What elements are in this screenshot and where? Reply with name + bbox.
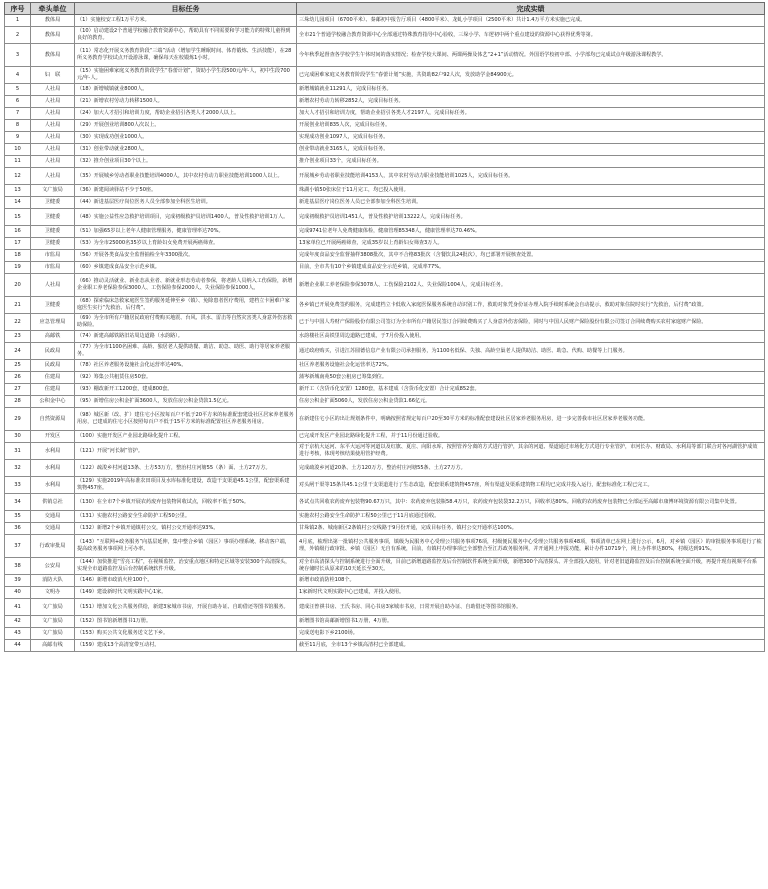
row-lead-unit: 供销总社 <box>31 494 75 511</box>
header-lead-unit: 牵头单位 <box>31 3 75 15</box>
row-number: 29 <box>5 408 31 431</box>
row-target-task: （151）增加文化公共服务供给，新建3家城市书房，开展自助办证、自助借还等图书馆服务。 <box>75 599 297 616</box>
row-target-task: （149）建设新时代文明实践中心1家。 <box>75 587 297 599</box>
row-achievement: 已完成困难家庭义务教育阶段学生“春蕾计划”实施，共资助82户92人次，发放助学金84900元。 <box>297 67 765 84</box>
row-target-task: （100）实施开发区产业园北路绿化提升工程。 <box>75 431 297 443</box>
row-achievement: 推介创业项目33个，完成目标任务。 <box>297 156 765 168</box>
row-achievement: 完成年度食品安全监督抽样3808批次，其中不合格83批次（含餐饮具24批次），均已部署开展核查处置。 <box>297 250 765 262</box>
row-number: 1 <box>5 15 31 27</box>
row-lead-unit: 文明办 <box>31 587 75 599</box>
table-row <box>5 120 765 132</box>
table-row <box>5 331 765 343</box>
row-lead-unit: 人社局 <box>31 274 75 297</box>
row-achievement: 已完成开发区产业园北路绿化提升工程，并于11月份通过验收。 <box>297 431 765 443</box>
row-achievement: 各乡镇已开展免费签约服务，完成建档立卡低收入家庭医保服务系统自动识别工作，救助对象凭身份证办理入院手续时系统会自动提示，救助对象住院时实行“先救治，后付费”政策。 <box>297 297 765 314</box>
row-lead-unit: 文广旅局 <box>31 599 75 616</box>
table-row <box>5 197 765 209</box>
row-lead-unit: 公安局 <box>31 558 75 575</box>
table-row <box>5 616 765 628</box>
row-number: 36 <box>5 523 31 535</box>
row-number: 32 <box>5 460 31 477</box>
row-lead-unit: 高邮铁 <box>31 331 75 343</box>
row-target-task: （78）社区养老服务设施社会化运营率达40%。 <box>75 360 297 372</box>
table-row <box>5 343 765 360</box>
row-number: 13 <box>5 185 31 197</box>
row-number: 9 <box>5 132 31 144</box>
row-number: 39 <box>5 575 31 587</box>
row-number: 3 <box>5 44 31 67</box>
row-achievement: 目前，全市共有10个乡镇建成食品安全示范乡镇，完成率77%。 <box>297 262 765 274</box>
row-number: 34 <box>5 494 31 511</box>
row-target-task: （74）新建高邮铁路旧站周边道路（水韵路）。 <box>75 331 297 343</box>
achievement-table-sheet <box>4 2 764 652</box>
row-lead-unit: 教体局 <box>31 27 75 44</box>
row-lead-unit: 教体局 <box>31 44 75 67</box>
table-row <box>5 640 765 652</box>
row-number: 4 <box>5 67 31 84</box>
row-achievement: 已于与中国人寿财产保险股份有限公司签订为全市所有户籍居民签订合同续费购买了人身意外伤害保险，同时与中国人民财产保险股份有限公司签订合同续费购买农村家庭财产保险。 <box>297 314 765 331</box>
achievement-table <box>4 2 765 652</box>
row-lead-unit: 自然资源局 <box>31 408 75 431</box>
row-target-task: （92）筹集公共租赁住房50套。 <box>75 372 297 384</box>
row-target-task: （48）实施公益性应急救护培训项目，完成初级救护员培训1400人，普及性救护培训1万人。 <box>75 209 297 226</box>
row-achievement: 住房公积金扩面5060人，发放住房公积金贷款1.66亿元。 <box>297 396 765 408</box>
row-lead-unit: 行政审批局 <box>31 535 75 558</box>
row-lead-unit: 水利局 <box>31 477 75 494</box>
row-lead-unit: 人社局 <box>31 108 75 120</box>
row-achievement: 新增市政消防栓108个。 <box>297 575 765 587</box>
row-target-task: （129）实施2019年高标准农田项目及水库标准化建设，改造干支渠道45.1公里，配套渠系建筑物457座。 <box>75 477 297 494</box>
table-header-row <box>5 3 765 15</box>
row-target-task: （18）新增城镇就业8000人。 <box>75 84 297 96</box>
table-row <box>5 558 765 575</box>
row-achievement: 今年秋季起督查各学校学生午休时间的落实情况；检查学校大课间、两课两操及体艺“2+1”活动情况。外国语学校初中部、小学部均已完成试点年级游泳课程教学。 <box>297 44 765 67</box>
row-target-task: （152）图书馆新增图书1万册。 <box>75 616 297 628</box>
row-achievement: 水韵楼社区高铁里周边道路已建成，于7月份投入使用。 <box>297 331 765 343</box>
row-target-task: （30）实现成功创业1000人。 <box>75 132 297 144</box>
row-number: 7 <box>5 108 31 120</box>
row-target-task: （77）为全市1100名困难、高龄、独居老人提供助餐、助洁、助急、助医、助行等居家养老服务。 <box>75 343 297 360</box>
row-target-task: （15）实施困难家庭义务教育阶段学生“春蕾计划”，资助小学生段500元/年·人，初中生段700元/年·人。 <box>75 67 297 84</box>
table-row <box>5 27 765 44</box>
row-achievement: 三垛幼儿园项目（6700平米）、秦邮初中报告厅项目（4800平米）、龙虬小学项目（2500平米）共计1.4万平方米实施已完成。 <box>297 15 765 27</box>
row-achievement: 实现成功创业1097人，完成目标任务。 <box>297 132 765 144</box>
table-row <box>5 460 765 477</box>
row-target-task: （1）实施校安工程1万平方米。 <box>75 15 297 27</box>
table-row <box>5 535 765 558</box>
row-lead-unit: 文广旅局 <box>31 616 75 628</box>
table-row <box>5 494 765 511</box>
table-row <box>5 168 765 185</box>
row-lead-unit: 妇 联 <box>31 67 75 84</box>
row-achievement: 新开工（含货币化安置）1280套，基本建成（含货币化安置）合计完成852套。 <box>297 384 765 396</box>
table-row <box>5 575 765 587</box>
table-row <box>5 185 765 197</box>
row-target-task: （44）新进基层医疗岗位医务人员全部参加全科医生培训。 <box>75 197 297 209</box>
row-achievement: 各试点共回收农药废弃包装物90.67万只，其中：农药废弃包装瓶58.4万只，农药废弃包装袋32.2万只，回收率达80%。回收的农药废弃包装物已全部运至高邮市康博环境资源有限公司集中处置。 <box>297 494 765 511</box>
row-target-task: （11）常态化开展义务教育阶段“三端”活动（增加学生睡眠时间、体育锻炼、生活技能），在28所义务教育学校试点开设游泳课，确保每天在校锻炼1小时。 <box>75 44 297 67</box>
row-target-task: （36）新建阅读驿站不少于50座。 <box>75 185 297 197</box>
table-row <box>5 523 765 535</box>
table-row <box>5 209 765 226</box>
row-target-task: （95）新增住房公积金扩面3600人，发放住房公积金贷款1.5亿元。 <box>75 396 297 408</box>
row-target-task: （31）创业带动就业2800人。 <box>75 144 297 156</box>
row-lead-unit: 水利局 <box>31 460 75 477</box>
row-number: 18 <box>5 250 31 262</box>
row-lead-unit: 开发区 <box>31 431 75 443</box>
row-achievement: 对于京杭大运河、东平大运河等河道以及红旗、夏庄、向阳水库，按照管养分离的方式进行管护，其余的河道、渠道通过市场化方式进行专业管护，市河长办、财政局、水利局等部门联合对各河湖管护成效进行考核，体现考核结果使用管护经费。 <box>297 443 765 460</box>
row-target-task: （131）实施农村公路安全生命防护工程50公里。 <box>75 511 297 523</box>
row-number: 31 <box>5 443 31 460</box>
row-number: 14 <box>5 197 31 209</box>
table-body <box>5 15 765 652</box>
row-lead-unit: 民政局 <box>31 360 75 372</box>
row-target-task: （122）疏浚乡村河道13条、土方53万方，整治村庄河塘55（条）面、土方27万方。 <box>75 460 297 477</box>
row-target-task: （56）开展各类食品安全监督抽检全年3300批次。 <box>75 250 297 262</box>
row-number: 22 <box>5 314 31 331</box>
row-target-task: （66）推动灵活就业、新业态从业者、新就业形态劳动者参保，将老龄人员纳入工伤保险，新增企业职工养老保险参保3000人、工伤保险参保2000人、失业保险参保1000人。 <box>75 274 297 297</box>
row-lead-unit: 民政局 <box>31 343 75 360</box>
row-achievement: 新增图书馆高邮新增图书1万册，4万册。 <box>297 616 765 628</box>
row-number: 5 <box>5 84 31 96</box>
row-number: 21 <box>5 297 31 314</box>
table-row <box>5 108 765 120</box>
row-lead-unit: 教体局 <box>31 15 75 27</box>
row-achievement: 创业带动就业3165人，完成目标任务。 <box>297 144 765 156</box>
row-lead-unit: 市监局 <box>31 250 75 262</box>
header-target-task: 目标任务 <box>75 3 297 15</box>
table-row <box>5 96 765 108</box>
row-lead-unit: 人社局 <box>31 168 75 185</box>
row-number: 33 <box>5 477 31 494</box>
row-lead-unit: 人社局 <box>31 156 75 168</box>
row-target-task: （10）启动建设2个普通学校融合教育资源中心，帮助具有不同需要和学习能力的特殊儿童得到良好的教育。 <box>75 27 297 44</box>
row-number: 6 <box>5 96 31 108</box>
row-achievement: 完成送电影下乡2100场。 <box>297 628 765 640</box>
row-number: 27 <box>5 384 31 396</box>
row-achievement: 13家单位已开展两癌筛查，完成35岁以上育龄妇女筛查3万人。 <box>297 238 765 250</box>
row-target-task: （159）建成13个高清宽带互动村。 <box>75 640 297 652</box>
row-lead-unit: 人社局 <box>31 144 75 156</box>
row-lead-unit: 人社局 <box>31 132 75 144</box>
table-row <box>5 384 765 396</box>
table-row <box>5 477 765 494</box>
row-target-task: （132）新增2个乡镇开通镇村公交，镇村公交开通率达93%。 <box>75 523 297 535</box>
table-row <box>5 587 765 599</box>
table-row <box>5 274 765 297</box>
row-lead-unit: 卫健委 <box>31 197 75 209</box>
row-achievement: 截至11月底，全市13个乡镇高清村已全部建成。 <box>297 640 765 652</box>
table-row <box>5 443 765 460</box>
row-number: 11 <box>5 156 31 168</box>
row-target-task: （93）棚改新开工1200套，建成800套。 <box>75 384 297 396</box>
row-lead-unit: 人社局 <box>31 84 75 96</box>
row-number: 16 <box>5 226 31 238</box>
row-target-task: （143）“互联网+政务服务”向基层延伸，集中整合乡镇（园区）事项办理系统、移动客户端，提高政务服务事项网上可办率。 <box>75 535 297 558</box>
row-target-task: （21）新增农村劳动力转移1500人。 <box>75 96 297 108</box>
row-achievement: 全市21个普通学校融合教育资源中心全部通过特殊教育指导中心验收，三垛小学、车逻初中两个重点建设的资源中心获得优秀等第。 <box>297 27 765 44</box>
row-target-task: （24）加大人才招引和培训力度，帮助企业招引各类人才2000人以上。 <box>75 108 297 120</box>
row-target-task: （51）加强65岁以上老年人健康管理服务，健康管理率达70%。 <box>75 226 297 238</box>
table-row <box>5 67 765 84</box>
row-target-task: （32）推介创业项目30个以上。 <box>75 156 297 168</box>
row-number: 15 <box>5 209 31 226</box>
row-achievement: 加大人才招引和培训力度，帮助企业招引各类人才2197人，完成目标任务。 <box>297 108 765 120</box>
row-lead-unit: 应急管理局 <box>31 314 75 331</box>
table-row <box>5 226 765 238</box>
row-target-task: （29）开展创业培训800人次以上。 <box>75 120 297 132</box>
table-row <box>5 396 765 408</box>
table-row <box>5 156 765 168</box>
row-achievement: 新增城镇就业11291人，完成目标任务。 <box>297 84 765 96</box>
row-lead-unit: 公积金中心 <box>31 396 75 408</box>
row-lead-unit: 卫健委 <box>31 209 75 226</box>
table-row <box>5 408 765 431</box>
row-number: 20 <box>5 274 31 297</box>
header-achievement: 完成实绩 <box>297 3 765 15</box>
row-achievement: 甘垛镇2条、城南新区2条镇村公交线路于9月份开通，完成目标任务，镇村公交开通率达100%。 <box>297 523 765 535</box>
table-row <box>5 372 765 384</box>
table-row <box>5 15 765 27</box>
row-lead-unit: 人社局 <box>31 120 75 132</box>
row-target-task: （146）新增市政消火栓100个。 <box>75 575 297 587</box>
row-number: 28 <box>5 396 31 408</box>
row-number: 17 <box>5 238 31 250</box>
row-lead-unit: 市监局 <box>31 262 75 274</box>
row-lead-unit: 水利局 <box>31 443 75 460</box>
row-number: 8 <box>5 120 31 132</box>
table-row <box>5 84 765 96</box>
row-achievement: 对头闸干渠等15条共45.1公里干支渠道进行了生态改造，配套渠系建筑物457座，所有渠道及渠系建筑物工程均已完成并投入运行，配套标准化工程已完工。 <box>297 477 765 494</box>
row-target-task: （35）开展城乡劳动者职业技能培训4000人，其中农村劳动力职业技能培训1000人以上。 <box>75 168 297 185</box>
row-achievement: 对全市高清探头与控制系统进行全面升级，目前已新增道路监控及后台控制软件系统全面升级，新增300个高清探头、并全部投入使用，针对老旧道路监控及后台控制系统全面升级，再提升现有视频平台系统存储时长从原来的10天延长至30天。 <box>297 558 765 575</box>
row-target-task: （53）为全市25000名35岁以上育龄妇女免费开展两癌筛查。 <box>75 238 297 250</box>
row-lead-unit: 卫健委 <box>31 238 75 250</box>
row-achievement: 4月底，梳理出第一批镇村公共服务事项，镇级为民服务中心受理公共服务事项76项，村级便民服务中心受理公共服务事项48项，事项清单已在网上进行公示，6月，对乡镇（园区）的审批服务事项进行了梳理，外镇级行政审批、乡镇（园区）无自有系统，目前，有镇村办理事项已全部整合至江苏政务服务网，并开通网上申报功能，累计办件10719个，网上办件率达80%，村级达到91%。 <box>297 535 765 558</box>
row-target-task: （144）加快推进“雪亮工程”，在视频监控、治安重点地区和特定区域等安装300个高清探头，实现全市道路监控及后台控制系统软件升级。 <box>75 558 297 575</box>
table-row <box>5 144 765 156</box>
table-row <box>5 297 765 314</box>
row-lead-unit: 住建局 <box>31 372 75 384</box>
row-target-task: （98）城区新（改、扩）建住宅小区按每百户不低于20平方米的标准配套建设社区居家养老服务用房，已建成的住宅小区按照每百户不低于15平方米的标准配置社区养老服务用房。 <box>75 408 297 431</box>
row-achievement: 开展城乡劳动者职业技能培训4153人，其中农村劳动力职业技能培训1025人，完成目标任务。 <box>297 168 765 185</box>
row-achievement: 蒲岑新城南苑50套公租房已筹集到位。 <box>297 372 765 384</box>
table-row <box>5 431 765 443</box>
row-number: 38 <box>5 558 31 575</box>
table-row <box>5 262 765 274</box>
table-row <box>5 628 765 640</box>
row-lead-unit: 消防大队 <box>31 575 75 587</box>
row-number: 30 <box>5 431 31 443</box>
table-row <box>5 250 765 262</box>
row-lead-unit: 卫健委 <box>31 226 75 238</box>
row-number: 23 <box>5 331 31 343</box>
row-lead-unit: 交通局 <box>31 523 75 535</box>
row-lead-unit: 人社局 <box>31 96 75 108</box>
table-row <box>5 44 765 67</box>
row-target-task: （68）探索临床急救家庭医生签约服务延伸至乡（镇）、免除患者医疗费用，建档立卡困难户家庭医生实行“先救治、后付费”。 <box>75 297 297 314</box>
row-achievement: 新增农村劳动力转移2852人，完成目标任务。 <box>297 96 765 108</box>
table-row <box>5 360 765 372</box>
row-achievement: 新进基层医疗岗位医务人员已全部参加全科医生培训。 <box>297 197 765 209</box>
row-achievement: 实施农村公路安全生命防护工程50公里已于11月底通过验收。 <box>297 511 765 523</box>
table-row <box>5 238 765 250</box>
row-achievement: 1家新时代文明实践中心已建成，并投入使用。 <box>297 587 765 599</box>
row-number: 35 <box>5 511 31 523</box>
row-lead-unit: 高邮有线 <box>31 640 75 652</box>
row-number: 10 <box>5 144 31 156</box>
row-number: 2 <box>5 27 31 44</box>
row-target-task: （130）在全市7个乡镇开展农药废弃包装物回收试点，回收率不低于50%。 <box>75 494 297 511</box>
row-number: 25 <box>5 360 31 372</box>
row-number: 42 <box>5 616 31 628</box>
row-lead-unit: 文广旅局 <box>31 185 75 197</box>
row-number: 19 <box>5 262 31 274</box>
row-achievement: 完成9741位老年人免费健康体检，健康管理85348人，健康管理率达70.46%。 <box>297 226 765 238</box>
row-lead-unit: 交通局 <box>31 511 75 523</box>
row-number: 43 <box>5 628 31 640</box>
row-achievement: 完成疏浚乡河道20条、土方120万方，整治村庄河塘55条、土方27万方。 <box>297 460 765 477</box>
table-row <box>5 599 765 616</box>
row-achievement: 完成初级救护员培训1451人，普及性救护培训13222人，完成目标任务。 <box>297 209 765 226</box>
row-lead-unit: 住建局 <box>31 384 75 396</box>
row-number: 37 <box>5 535 31 558</box>
header-number: 序号 <box>5 3 31 15</box>
row-number: 12 <box>5 168 31 185</box>
row-target-task: （60）乡镇建成食品安全示范乡镇。 <box>75 262 297 274</box>
row-number: 41 <box>5 599 31 616</box>
row-number: 40 <box>5 587 31 599</box>
table-row <box>5 132 765 144</box>
row-achievement: 在新建住宅小区的出让规划条件中，明确按照省规定每百户20至30平方米的标准配套建设社区居家养老服务用房，进一步完善我市社区居家养老服务功能。 <box>297 408 765 431</box>
row-achievement: 社区养老服务设施社会化运营率达72%。 <box>297 360 765 372</box>
row-lead-unit: 卫健委 <box>31 297 75 314</box>
row-number: 26 <box>5 372 31 384</box>
row-achievement: 通过政府购买，引进江苏圆德信息产业有限公司承担服务，为1100名低保、失独、高龄空巢老人提供助洁、助医、助急、代购、助餐等上门服务。 <box>297 343 765 360</box>
row-achievement: 珠湖小镇50张床位于11月完工，均已投入使用。 <box>297 185 765 197</box>
row-achievement: 建成汪曾祺书房、王氏书房、同心书房3家城市书房，日常开展自助办证、自助借还等图书馆服务。 <box>297 599 765 616</box>
row-lead-unit: 文广旅局 <box>31 628 75 640</box>
row-number: 44 <box>5 640 31 652</box>
row-target-task: （69）为全市所有户籍居民政府付费购买地震、台风、洪水、雷击等自然灾害类人身意外伤害救助保险。 <box>75 314 297 331</box>
table-row <box>5 314 765 331</box>
row-achievement: 开展创业培训835人次，完成目标任务。 <box>297 120 765 132</box>
row-number: 24 <box>5 343 31 360</box>
table-row <box>5 511 765 523</box>
row-achievement: 新增企业职工养老保险参保3078人、工伤保险2102人、失业保险1004人，完成目标任务。 <box>297 274 765 297</box>
row-target-task: （121）开展“河长制”管护。 <box>75 443 297 460</box>
row-target-task: （153）购买公共文化服务送文艺下乡。 <box>75 628 297 640</box>
